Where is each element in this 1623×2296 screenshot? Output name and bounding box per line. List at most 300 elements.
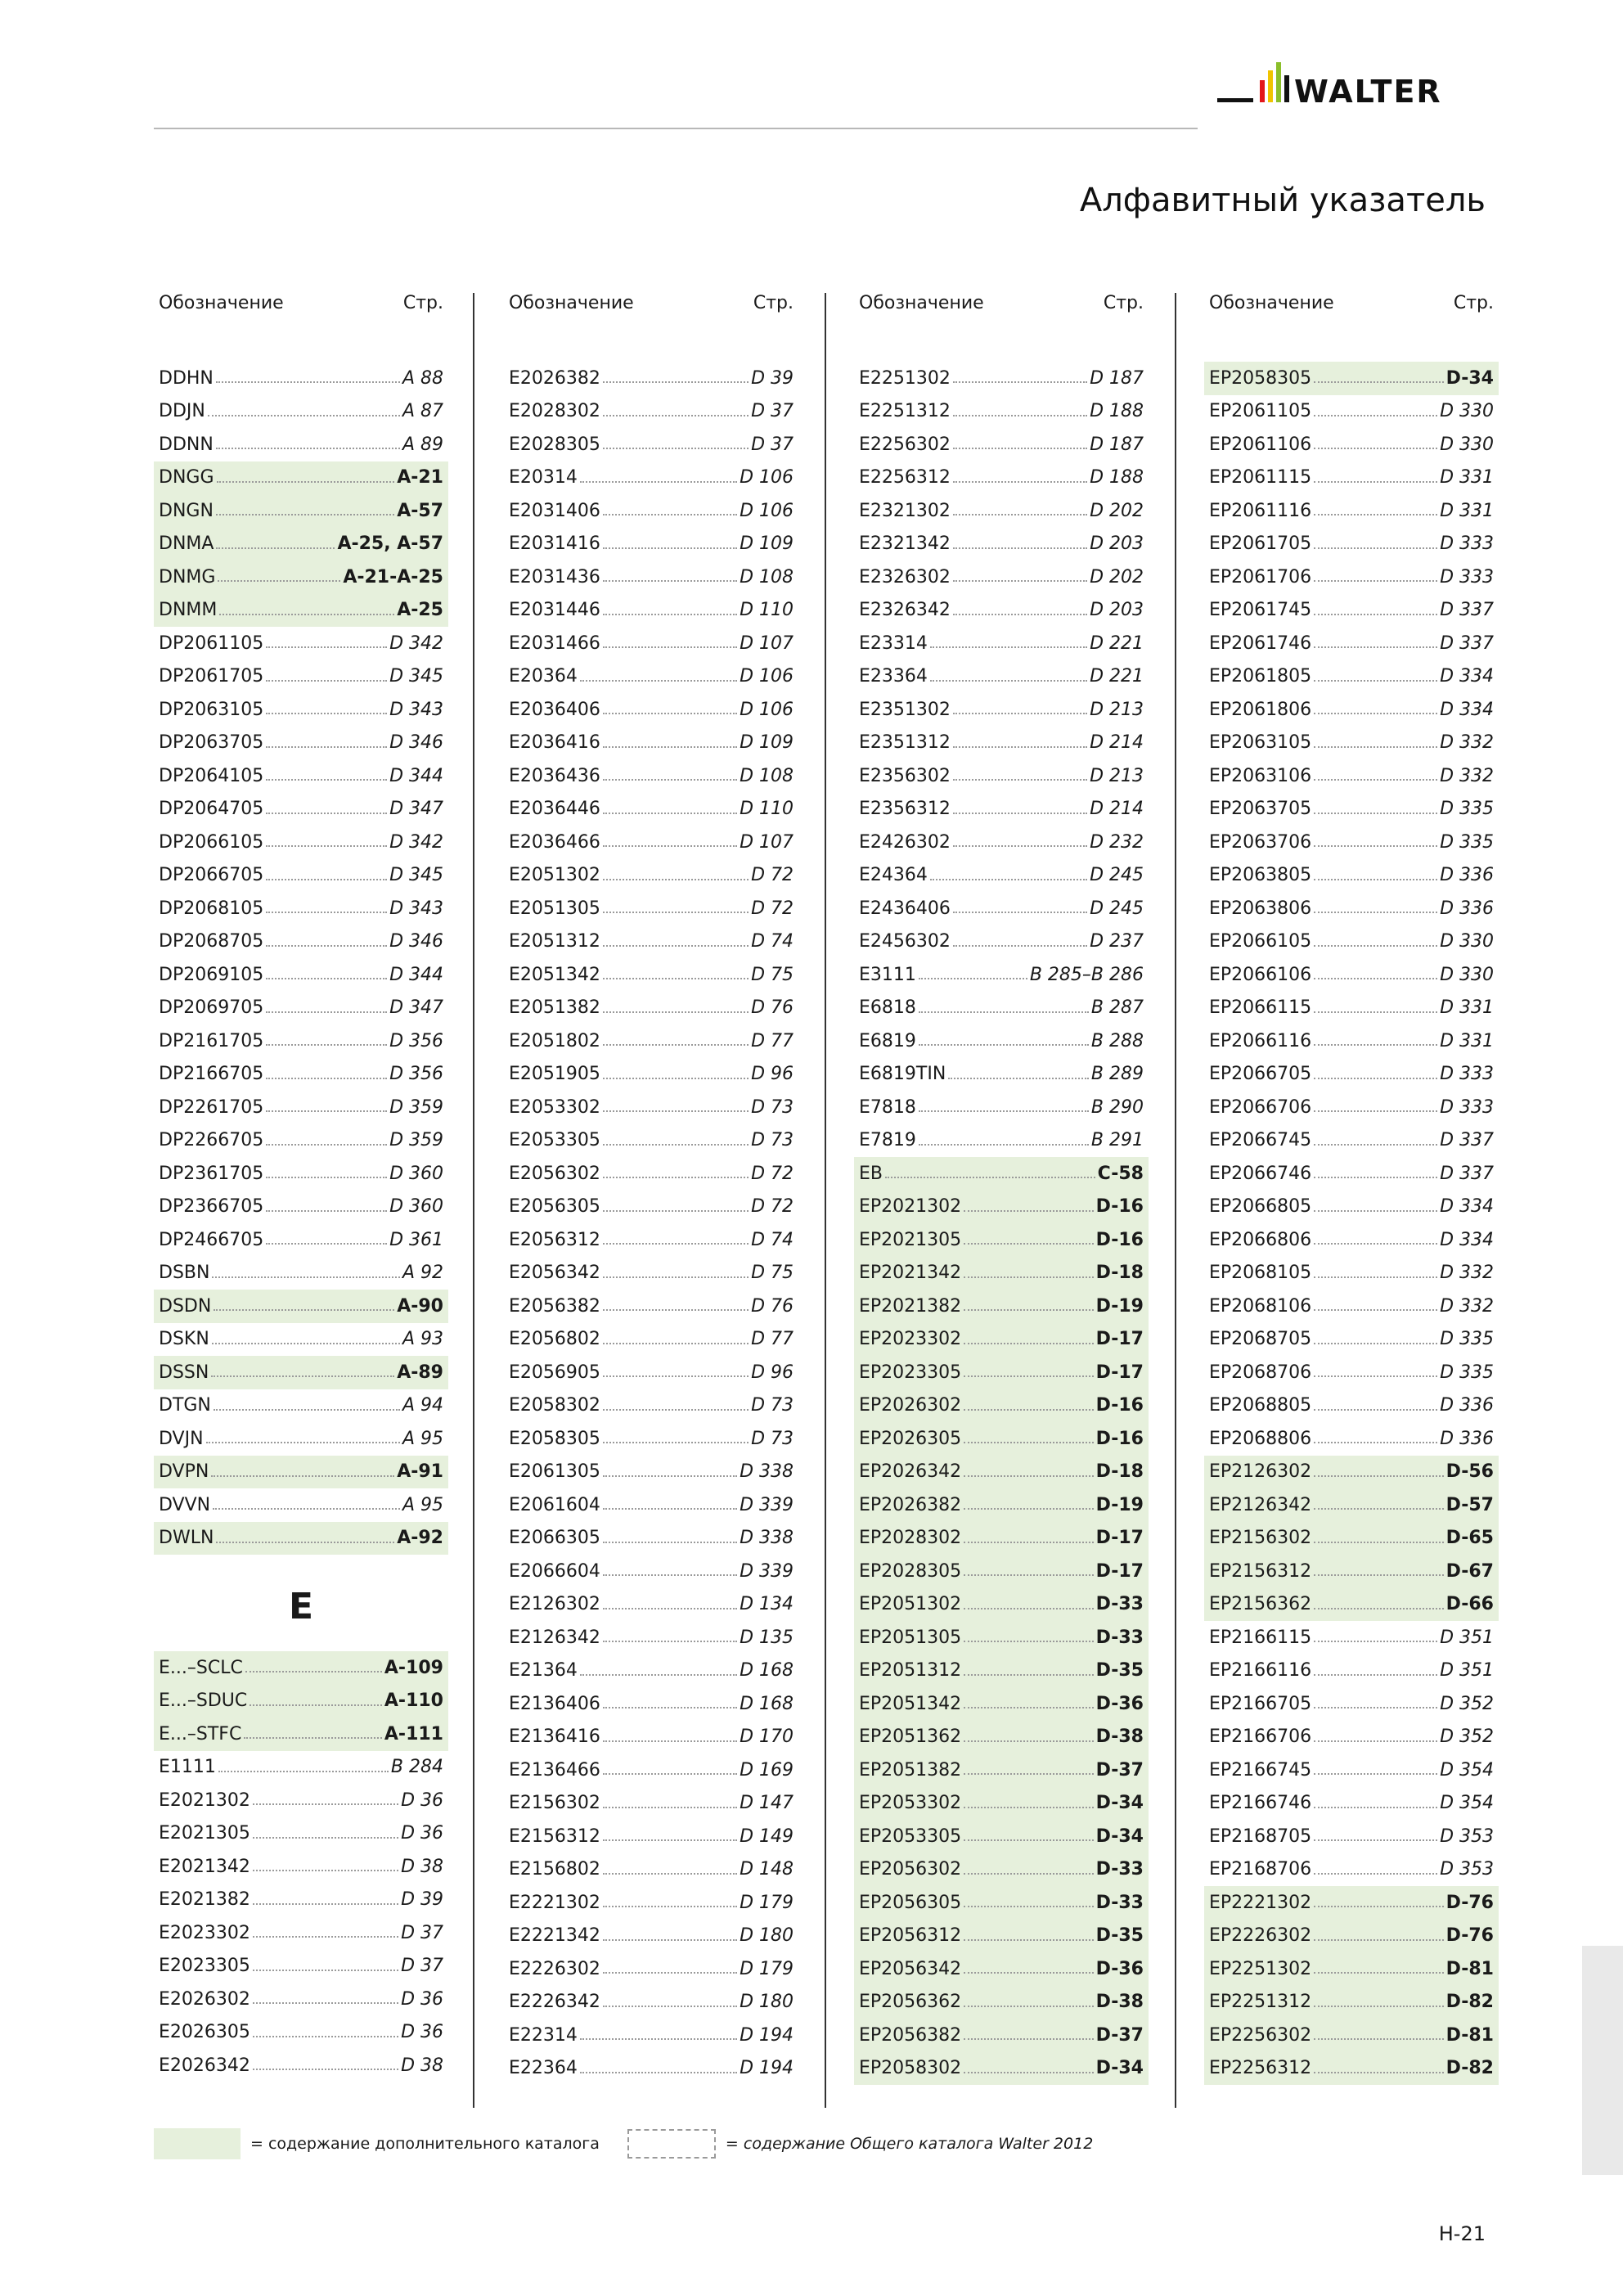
- index-code: EP2166116: [1209, 1660, 1312, 1681]
- index-page: D 73: [751, 1395, 794, 1416]
- index-page: D 221: [1090, 666, 1144, 687]
- index-page: D-16: [1095, 1196, 1144, 1218]
- index-code: EP2066106: [1209, 964, 1312, 985]
- dot-leader: [953, 381, 1087, 383]
- index-page: A-21: [397, 467, 443, 488]
- index-page: D 76: [751, 1295, 794, 1317]
- index-code: E2321302: [859, 500, 951, 521]
- dot-leader: [603, 1641, 737, 1642]
- column-divider: [825, 293, 826, 2108]
- index-row: [154, 1784, 448, 1817]
- dot-leader: [1314, 1740, 1437, 1742]
- dot-leader: [211, 1375, 394, 1377]
- index-page: D 338: [740, 1461, 794, 1483]
- index-code: DP2266705: [159, 1130, 264, 1151]
- index-page: D 352: [1440, 1693, 1494, 1714]
- index-code: E2031436: [509, 566, 600, 588]
- dot-leader: [1314, 845, 1437, 847]
- index-row: [154, 428, 448, 461]
- index-page: D 203: [1090, 533, 1144, 555]
- index-page: D 354: [1440, 1759, 1494, 1781]
- index-page: D 74: [751, 931, 794, 952]
- index-code: E2256302: [859, 434, 951, 455]
- index-code: EP2256312: [1209, 2058, 1312, 2079]
- index-row: [504, 1488, 798, 1522]
- index-page: D 37: [751, 434, 794, 455]
- dot-leader: [603, 1243, 749, 1245]
- index-page: D 335: [1440, 1362, 1494, 1383]
- dot-leader: [1314, 1177, 1437, 1178]
- index-row: [154, 1091, 448, 1124]
- header-rule: [154, 128, 1198, 129]
- index-page: D 245: [1090, 865, 1144, 886]
- index-row: [854, 1654, 1149, 1688]
- dot-leader: [1314, 1807, 1437, 1808]
- index-page: D-16: [1095, 1229, 1144, 1250]
- index-page: D 335: [1440, 1329, 1494, 1350]
- index-row: [854, 1257, 1149, 1290]
- index-page: D 334: [1440, 666, 1494, 687]
- index-code: E2056342: [509, 1263, 600, 1284]
- index-row: [854, 627, 1149, 660]
- index-row: [1204, 1024, 1499, 1058]
- index-row: [154, 1950, 448, 1983]
- index-row: [504, 1223, 798, 1257]
- index-page: D-56: [1445, 1461, 1494, 1483]
- dot-leader: [953, 845, 1087, 847]
- index-row: [854, 793, 1149, 826]
- index-code: E2036466: [509, 831, 600, 853]
- dot-leader: [964, 1442, 1093, 1443]
- index-row: [154, 528, 448, 561]
- dot-leader: [603, 514, 737, 515]
- index-code: EP2066705: [1209, 1064, 1312, 1085]
- dot-leader: [964, 1773, 1093, 1775]
- dot-leader: [580, 2038, 737, 2040]
- index-row: [854, 428, 1149, 461]
- index-page: A-92: [397, 1528, 443, 1549]
- index-row: [154, 627, 448, 660]
- index-page: D 37: [751, 401, 794, 422]
- index-page: D 213: [1090, 765, 1144, 786]
- dot-leader: [953, 614, 1087, 615]
- dot-leader: [1314, 1773, 1437, 1775]
- index-page: D 333: [1440, 1064, 1494, 1085]
- index-row: [154, 693, 448, 727]
- index-page: D 110: [740, 799, 794, 820]
- index-row: [854, 594, 1149, 628]
- dot-leader: [603, 1475, 737, 1477]
- dot-leader: [603, 1078, 749, 1079]
- index-code: E2221302: [509, 1892, 600, 1913]
- index-row: [154, 759, 448, 793]
- index-page: D-34: [1445, 367, 1494, 389]
- walter-logo: [1217, 59, 1495, 124]
- index-page: D 187: [1090, 367, 1144, 389]
- index-row: [504, 1058, 798, 1092]
- index-code: E2051305: [509, 898, 600, 919]
- index-row: [504, 793, 798, 826]
- index-row: [504, 759, 798, 793]
- index-row: [1204, 362, 1499, 395]
- index-code: DDJN: [159, 401, 205, 422]
- dot-leader: [266, 746, 387, 748]
- dot-leader: [1314, 1873, 1437, 1875]
- dot-leader: [1314, 547, 1437, 549]
- index-code: E2036416: [509, 732, 600, 754]
- dot-leader: [603, 879, 749, 880]
- dot-leader: [953, 912, 1087, 913]
- index-page: D 346: [389, 931, 443, 952]
- index-code: E6819: [859, 1030, 916, 1051]
- dot-leader: [1314, 1011, 1437, 1013]
- index-page: D 335: [1440, 799, 1494, 820]
- dot-leader: [213, 1508, 400, 1510]
- index-page: D-82: [1445, 2058, 1494, 2079]
- index-row: [504, 925, 798, 959]
- index-page: D 359: [389, 1130, 443, 1151]
- dot-leader: [1314, 1542, 1443, 1543]
- index-page: D 352: [1440, 1727, 1494, 1748]
- index-page: D-34: [1095, 1826, 1144, 1847]
- index-row: [1204, 1787, 1499, 1821]
- index-code: E2426302: [859, 831, 951, 853]
- dot-leader: [216, 381, 400, 383]
- index-code: E2061604: [509, 1494, 600, 1515]
- index-page: D 76: [751, 997, 794, 1019]
- index-row: [854, 1721, 1149, 1754]
- index-row: [854, 727, 1149, 760]
- index-code: EP2068806: [1209, 1428, 1312, 1449]
- index-row: [154, 1522, 448, 1555]
- dot-leader: [1314, 1309, 1437, 1311]
- dot-leader: [219, 614, 394, 615]
- index-row: [1204, 693, 1499, 727]
- index-code: E23314: [859, 633, 928, 654]
- index-code: E2126302: [509, 1594, 600, 1615]
- index-row: [854, 1952, 1149, 1986]
- index-page: A-89: [397, 1362, 443, 1383]
- index-page: D 168: [740, 1660, 794, 1681]
- index-row: [854, 1787, 1149, 1821]
- index-row: [154, 1685, 448, 1718]
- page-number: H-21: [1438, 2222, 1486, 2245]
- index-code: EP2063106: [1209, 765, 1312, 786]
- dot-leader: [953, 481, 1087, 483]
- index-row: [854, 2052, 1149, 2086]
- dot-leader: [216, 547, 335, 549]
- index-row: [1204, 627, 1499, 660]
- index-code: E2053302: [509, 1096, 600, 1118]
- index-code: EP2068106: [1209, 1295, 1312, 1317]
- index-code: EP2063705: [1209, 799, 1312, 820]
- dot-leader: [580, 1674, 737, 1676]
- dot-leader: [919, 1144, 1089, 1146]
- index-code: E2031416: [509, 533, 600, 555]
- index-row: [154, 1024, 448, 1058]
- dot-leader: [1314, 1210, 1437, 1212]
- dot-leader: [218, 1771, 389, 1772]
- dot-leader: [1314, 1906, 1443, 1907]
- dot-leader: [266, 779, 387, 781]
- index-row: [154, 1916, 448, 1950]
- index-row: [854, 859, 1149, 893]
- index-row: [154, 892, 448, 925]
- index-row: [1204, 1886, 1499, 1920]
- dot-leader: [603, 779, 737, 781]
- dot-leader: [964, 1343, 1093, 1344]
- index-code: EP2021305: [859, 1229, 962, 1250]
- index-column-4: [1204, 293, 1499, 2085]
- index-row: [154, 793, 448, 826]
- index-row: [504, 693, 798, 727]
- dot-leader: [1314, 646, 1437, 648]
- index-code: E2031466: [509, 633, 600, 654]
- index-page: D-17: [1095, 1528, 1144, 1549]
- index-page: D 335: [1440, 831, 1494, 853]
- index-code: EP2061105: [1209, 401, 1312, 422]
- index-row: [154, 560, 448, 594]
- index-code: E2051312: [509, 931, 600, 952]
- dot-leader: [964, 1608, 1093, 1609]
- index-row: [854, 958, 1149, 992]
- index-page: A 88: [402, 367, 443, 389]
- index-row: [154, 1983, 448, 2016]
- dot-leader: [603, 1939, 737, 1941]
- index-row: [1204, 958, 1499, 992]
- index-code: EP2066116: [1209, 1030, 1312, 1051]
- index-code: E6818: [859, 997, 916, 1019]
- index-row: [154, 1257, 448, 1290]
- index-code: E2356312: [859, 799, 951, 820]
- dot-leader: [603, 1740, 737, 1742]
- dot-leader: [603, 1044, 749, 1046]
- index-page: D 336: [1440, 898, 1494, 919]
- index-code: DP2064705: [159, 799, 264, 820]
- dot-leader: [253, 1870, 398, 1871]
- index-row: [154, 1124, 448, 1158]
- index-code: EP2066105: [1209, 931, 1312, 952]
- index-code: DSBN: [159, 1263, 210, 1284]
- index-page: D 180: [740, 1992, 794, 2013]
- index-row: [504, 727, 798, 760]
- dot-leader: [1314, 1939, 1443, 1941]
- dot-leader: [964, 1375, 1093, 1377]
- index-page: A-25: [397, 600, 443, 621]
- index-page: D 179: [740, 1958, 794, 1979]
- index-row: [154, 1223, 448, 1257]
- dot-leader: [266, 680, 387, 682]
- index-row: [154, 859, 448, 893]
- index-row: [504, 2052, 798, 2086]
- dot-leader: [603, 1873, 737, 1875]
- index-page: B 284: [390, 1757, 443, 1778]
- dot-leader: [964, 1641, 1093, 1642]
- index-page: D-18: [1095, 1263, 1144, 1284]
- index-code: EP2061116: [1209, 500, 1312, 521]
- dot-leader: [266, 713, 387, 714]
- index-page: D 135: [740, 1627, 794, 1648]
- index-page: D 333: [1440, 533, 1494, 555]
- dot-leader: [919, 1044, 1089, 1046]
- index-code: DP2166705: [159, 1064, 264, 1085]
- index-page: D 108: [740, 566, 794, 588]
- dot-leader: [964, 1906, 1093, 1907]
- index-row: [154, 2016, 448, 2050]
- dot-leader: [216, 514, 394, 515]
- index-page: D 331: [1440, 500, 1494, 521]
- index-row: [504, 1621, 798, 1654]
- index-page: D 39: [401, 1889, 443, 1911]
- index-row: [154, 727, 448, 760]
- index-code: DNGG: [159, 467, 214, 488]
- index-code: EP2166705: [1209, 1693, 1312, 1714]
- index-page: D 342: [389, 633, 443, 654]
- index-page: D 188: [1090, 467, 1144, 488]
- index-code: EP2068805: [1209, 1395, 1312, 1416]
- index-row: [1204, 1290, 1499, 1323]
- column-header-designation: Обозначение: [1209, 293, 1334, 313]
- index-row: [504, 859, 798, 893]
- index-code: EP2126342: [1209, 1494, 1312, 1515]
- index-row: [154, 1751, 448, 1785]
- index-page: D 333: [1440, 566, 1494, 588]
- index-page: B 291: [1090, 1130, 1144, 1151]
- index-page: D 361: [389, 1229, 443, 1250]
- index-page: D-76: [1445, 1925, 1494, 1947]
- dot-leader: [603, 713, 737, 714]
- dot-leader: [1314, 2072, 1443, 2073]
- index-page: D 232: [1090, 831, 1144, 853]
- dot-leader: [1314, 945, 1437, 947]
- index-row: [1204, 1488, 1499, 1522]
- index-page: D 107: [740, 633, 794, 654]
- index-page: D-81: [1445, 2024, 1494, 2046]
- index-page: D 214: [1090, 799, 1144, 820]
- index-page: D 346: [389, 732, 443, 754]
- index-code: EP2126302: [1209, 1461, 1312, 1483]
- dot-leader: [964, 1309, 1093, 1311]
- index-page: D-33: [1095, 1627, 1144, 1648]
- dot-leader: [603, 1508, 737, 1510]
- index-page: D 149: [740, 1826, 794, 1847]
- index-page: D 96: [751, 1362, 794, 1383]
- dot-leader: [580, 680, 737, 682]
- index-page: D-35: [1095, 1660, 1144, 1681]
- dot-leader: [1314, 1078, 1437, 1079]
- index-page: D 336: [1440, 1395, 1494, 1416]
- index-page: A 92: [402, 1263, 443, 1284]
- index-code: E2251302: [859, 367, 951, 389]
- index-code: E2156802: [509, 1859, 600, 1880]
- index-code: DVPN: [159, 1461, 209, 1483]
- index-code: EP2051312: [859, 1660, 962, 1681]
- index-code: EP2056342: [859, 1958, 962, 1979]
- index-row: [504, 1687, 798, 1721]
- index-row: [504, 1555, 798, 1588]
- index-row: [1204, 859, 1499, 893]
- column-header-designation: Обозначение: [859, 293, 984, 313]
- index-page: D 336: [1440, 865, 1494, 886]
- dot-leader: [253, 2036, 398, 2037]
- dot-leader: [964, 1740, 1093, 1742]
- index-page: D 351: [1440, 1660, 1494, 1681]
- index-code: E2021305: [159, 1823, 250, 1844]
- index-row: [1204, 660, 1499, 694]
- svg-text:WALTER: WALTER: [1294, 74, 1442, 110]
- index-row: [1204, 1687, 1499, 1721]
- dot-leader: [964, 1939, 1093, 1941]
- dot-leader: [964, 2038, 1093, 2040]
- index-row: [504, 1853, 798, 1887]
- index-row: [854, 992, 1149, 1025]
- index-row: [504, 494, 798, 528]
- index-row: [154, 1356, 448, 1389]
- index-row: [854, 528, 1149, 561]
- dot-leader: [1314, 1044, 1437, 1046]
- index-code: DP2061705: [159, 666, 264, 687]
- dot-leader: [1314, 1144, 1437, 1146]
- index-page: D-66: [1445, 1594, 1494, 1615]
- column-header-page: Стр.: [402, 293, 443, 313]
- index-code: EP2051302: [859, 1594, 962, 1615]
- dot-leader: [603, 2006, 737, 2007]
- dot-leader: [603, 945, 749, 947]
- index-code: E23364: [859, 666, 928, 687]
- index-row: [854, 2019, 1149, 2052]
- dot-leader: [1314, 1276, 1437, 1278]
- dot-leader: [953, 945, 1087, 947]
- dot-leader: [218, 580, 340, 582]
- index-row: [504, 1257, 798, 1290]
- index-row: [154, 925, 448, 959]
- dot-leader: [964, 1807, 1093, 1808]
- dot-leader: [1314, 713, 1437, 714]
- index-code: EP2056305: [859, 1892, 962, 1913]
- dot-leader: [1314, 1343, 1437, 1344]
- index-code: EP2056302: [859, 1859, 962, 1880]
- index-row: [154, 362, 448, 395]
- index-code: EP2056362: [859, 1992, 962, 2013]
- index-row: [504, 892, 798, 925]
- index-code: E2031406: [509, 500, 600, 521]
- index-row: [854, 1886, 1149, 1920]
- index-page: D 148: [740, 1859, 794, 1880]
- index-code: EP2056312: [859, 1925, 962, 1947]
- index-code: EP2156312: [1209, 1560, 1312, 1582]
- index-code: E2051382: [509, 997, 600, 1019]
- dot-leader: [1314, 813, 1437, 814]
- index-code: E2056312: [509, 1229, 600, 1250]
- index-page: A-110: [384, 1690, 443, 1712]
- index-page: D 333: [1440, 1096, 1494, 1118]
- index-row: [154, 1456, 448, 1489]
- index-row: [504, 1920, 798, 1953]
- dot-leader: [603, 1011, 749, 1013]
- dot-leader: [603, 614, 737, 615]
- index-row: [504, 660, 798, 694]
- index-code: EP2023302: [859, 1329, 962, 1350]
- index-page: D 330: [1440, 964, 1494, 985]
- dot-leader: [964, 1707, 1093, 1708]
- index-page: D 134: [740, 1594, 794, 1615]
- index-page: D-19: [1095, 1295, 1144, 1317]
- column-header-designation: Обозначение: [509, 293, 634, 313]
- index-code: E2156312: [509, 1826, 600, 1847]
- index-code: EP2156362: [1209, 1594, 1312, 1615]
- dot-leader: [1314, 1475, 1443, 1477]
- index-row: [504, 362, 798, 395]
